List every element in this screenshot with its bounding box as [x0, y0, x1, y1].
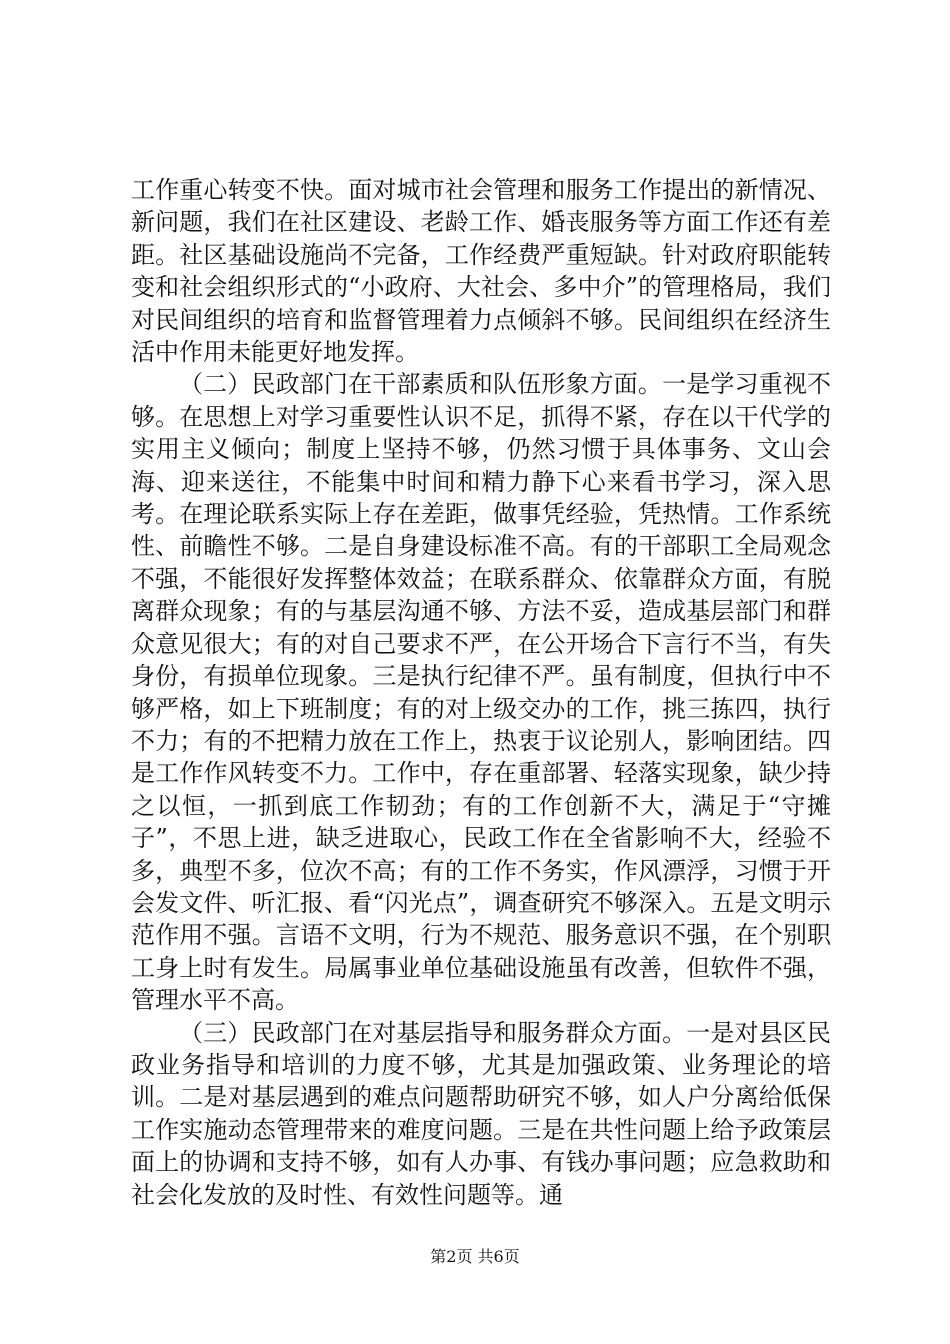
paragraph-section-three: （三）民政部门在对基层指导和服务群众方面。一是对县区民政业务指导和培训的力度不够，尤其是加强政策、业务理论的培训。二是对基层遇到的难点问题帮助研究不够，如人户分离给低保工作实施动态管理带来的难度问题。三是在共性问题上给予政策层面上的协调和支持不够，如有人办事、有钱办事问题；应急救助和社会化发放的及时性、有效性问题等。通 — [131, 1018, 831, 1209]
page-number-footer: 第2页 共6页 — [430, 1247, 520, 1266]
document-body — [131, 174, 831, 1211]
paragraph-section-two: （二）民政部门在干部素质和队伍形象方面。一是学习重视不够。在思想上对学习重要性认识不足，抓得不紧，存在以干代学的实用主义倾向；制度上坚持不够，仍然习惯于具体事务、文山会海、迎来送往，不能集中时间和精力静下心来看书学习，深入思考。在理论联系实际上存在差距，做事凭经验，凭热情。工作系统性、前瞻性不够。二是自身建设标准不高。有的干部职工全局观念不强，不能很好发挥整体效益；在联系群众、依靠群众方面，有脱离群众现象；有的与基层沟通不够、方法不妥，造成基层部门和群众意见很大；有的对自己要求不严，在公开场合下言行不当，有失身份，有损单位现象。三是执行纪律不严。虽有制度，但执行中不够严格，如上下班制度；有的对上级交办的工作，挑三拣四，执行不力；有的不把精力放在工作上，热衷于议论别人，影响团结。四是工作作风转变不力。工作中，存在重部署、轻落实现象，缺少持之以恒，一抓到底工作韧劲；有的工作创新不大，满足于“守摊子”，不思上进，缺乏进取心，民政工作在全省影响不大，经验不多，典型不多，位次不高；有的工作不务实，作风漂浮，习惯于开会发文件、听汇报、看“闪光点”，调查研究不够深入。五是文明示范作用不强。言语不文明，行为不规范、服务意识不强，在个别职工身上时有发生。局属事业单位基础设施虽有改善，但软件不强，管理水平不高。 — [131, 370, 831, 1015]
paragraph-continuation: 工作重心转变不快。面对城市社会管理和服务工作提出的新情况、新问题，我们在社区建设、老龄工作、婚丧服务等方面工作还有差距。社区基础设施尚不完备，工作经费严重短缺。针对政府职能转变和社会组织形式的“小政府、大社会、多中介”的管理格局，我们对民间组织的培育和监督管理着力点倾斜不够。民间组织在经济生活中作用未能更好地发挥。 — [131, 176, 831, 367]
